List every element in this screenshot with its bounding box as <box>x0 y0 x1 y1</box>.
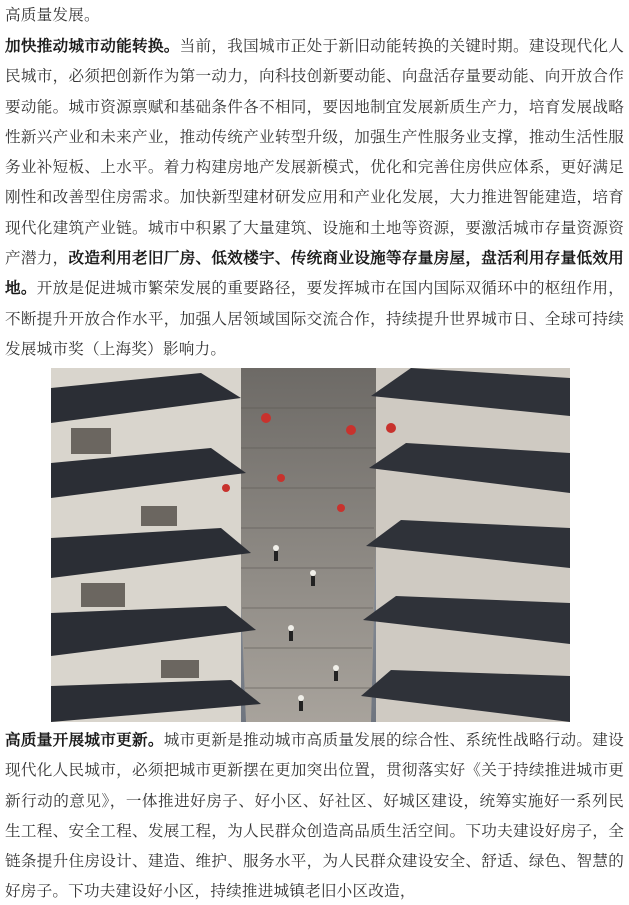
paragraph-emphasis: 改造利用老旧厂房、低效楼宇、传统商业设施等存量房屋，盘活利用存量低效用地。 <box>5 249 624 298</box>
ancient-town-street-photo <box>51 368 570 722</box>
paragraph-urban-renewal <box>5 725 624 905</box>
paragraph-lead-dynamic-conversion: 加快推动城市动能转换。 <box>5 37 180 55</box>
paragraph-text-urban-renewal: 城市更新是推动城市高质量发展的综合性、系统性战略行动。建设现代化人民城市，必须把城市更新摆在更加突出位置，贯彻落实好《关于持续推进城市更新行动的意见》，一体推进好房子、好小区、好社区、好城区建设，统筹实施好一系列民生工程、安全工程、发展工程，为人民群众创造高品质生活空间。下功夫建设好房子，全链条提升住房设计、建造、维护、服务水平，为人民群众建设安全、舒适、绿色、智慧的好房子。下功夫建设好小区，持续推进城镇老旧小区改造， <box>5 731 624 901</box>
paragraph-intro-tail <box>5 0 624 30</box>
paragraph-dynamic-conversion <box>5 31 624 364</box>
paragraph-lead-urban-renewal: 高质量开展城市更新。 <box>5 731 164 749</box>
paragraph-text-part-a: 当前，我国城市正处于新旧动能转换的关键时期。建设现代化人民城市，必须把创新作为第一动力，向科技创新要动能、向盘活存量要动能、向开放合作要动能。城市资源禀赋和基础条件各不相同，要因地制宜发展新质生产力，培育发展战略性新兴产业和未来产业，推动传统产业转型升级，加强生产性服务业支撑，推动生活性服务业补短板、上水平。着力构建房地产发展新模式，优化和完善住房供应体系，更好满足刚性和改善型住房需求。加快新型建材研发应用和产业化发展，大力推进智能建造，培育现代化建筑产业链。城市中积累了大量建筑、设施和土地等资源，要激活城市存量资源资产潜力， <box>5 37 624 268</box>
intro-tail-text: 高质量发展。 <box>5 6 100 24</box>
photo-illustration <box>51 368 570 722</box>
paragraph-text-part-b: 开放是促进城市繁荣发展的重要路径，要发挥城市在国内国际双循环中的枢纽作用，不断提升开放合作水平，加强人居领域国际交流合作，持续提升世界城市日、全球可持续发展城市奖（上海奖）影响力。 <box>5 279 624 358</box>
